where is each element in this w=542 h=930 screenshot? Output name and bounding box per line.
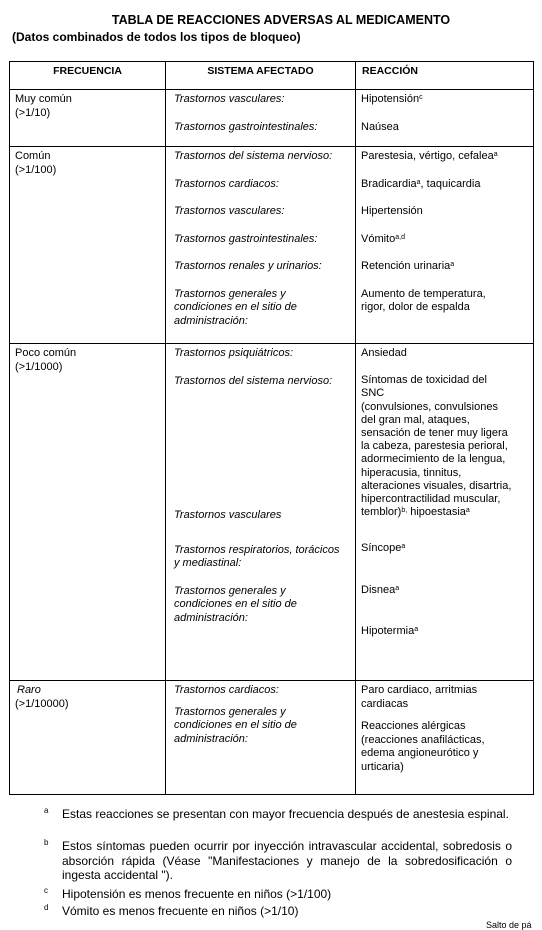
reaction-cell <box>356 344 534 681</box>
system-item: Trastornos respiratorios, torácicos y mediastinal: <box>174 543 340 569</box>
reaction-item: Aumento de temperatura, rigor, dolor de espalda <box>361 287 486 313</box>
system-item: Trastornos gastrointestinales: <box>174 120 318 133</box>
reaction-cell <box>356 147 534 344</box>
reaction-item: Bradicardia$^a$, taquicardia <box>361 177 481 190</box>
reaction-item: Hipotensión$^c$ <box>361 93 423 105</box>
system-item: Trastornos cardiacos: <box>174 177 279 190</box>
reaction-item: Naúsea <box>361 120 399 133</box>
system-item: Trastornos psiquiátricos: <box>174 347 294 359</box>
frequency-range: (>1/10) <box>15 106 51 119</box>
reaction-item: Hipertensión <box>361 205 423 217</box>
header-reaccion: REACCIÓN <box>356 62 534 90</box>
reaction-item: Parestesia, vértigo, cefalea$^a$ <box>361 150 498 162</box>
system-item: Trastornos generales y condiciones en el sitio de administración: <box>174 705 297 745</box>
system-item: Trastornos gastrointestinales: <box>174 232 318 245</box>
system-cell <box>166 344 356 681</box>
frequency-range: (>1/10000) <box>15 697 69 710</box>
adverse-reactions-table <box>9 61 534 795</box>
frequency-cell <box>10 147 166 344</box>
frequency-cell <box>10 344 166 681</box>
frequency-label: Raro <box>17 684 41 696</box>
frequency-cell <box>10 681 166 795</box>
system-item: Trastornos cardiacos: <box>174 684 279 696</box>
system-item: Trastornos generales y condiciones en el sitio de administración: <box>174 584 297 624</box>
reaction-item: Reacciones alérgicas (reacciones anafilácticas, edema angioneurótico y urticaria) <box>361 720 485 773</box>
reaction-cell <box>356 90 534 147</box>
reaction-cell <box>356 681 534 795</box>
reaction-item: Síncope$^a$ <box>361 542 406 555</box>
header-frecuencia: FRECUENCIA <box>10 62 166 90</box>
table-row <box>10 344 534 681</box>
header-sistema: SISTEMA AFECTADO <box>166 62 356 90</box>
reaction-item: Vómito$^{a,d}$ <box>361 232 405 245</box>
document-title: TABLA DE REACCIONES ADVERSAS AL MEDICAMENTO <box>111 13 451 27</box>
system-item: Trastornos renales y urinarios: <box>174 260 322 272</box>
page-break-label: Salto de pá <box>486 920 532 930</box>
frequency-range: (>1/100) <box>15 163 57 176</box>
table-row <box>10 147 534 344</box>
table-row <box>10 90 534 147</box>
reaction-item: Paro cardiaco, arritmias cardiacas <box>361 684 478 710</box>
frequency-label: Poco común <box>15 347 77 359</box>
reaction-item: Síntomas de toxicidad del SNC (convulsiones, convulsiones del gran mal, ataques, sensación de tener muy ligera la cabeza, parestesia perioral, adormecimiento de la lengua, hiperacusia, tinnitus, alteraciones visuales, disartria, hipercontractilidad muscular, temblor)$^{b,}$ hipoestasia$^a$ <box>361 374 512 519</box>
system-cell <box>166 147 356 344</box>
frequency-label: Muy común <box>15 93 72 105</box>
system-cell <box>166 90 356 147</box>
table-header-row <box>10 62 534 90</box>
frequency-range: (>1/1000) <box>15 360 63 373</box>
system-item: Trastornos del sistema nervioso: <box>174 150 333 162</box>
table-row <box>10 681 534 795</box>
document-subtitle: (Datos combinados de todos los tipos de bloqueo) <box>12 30 301 44</box>
system-item: Trastornos vasculares <box>174 509 282 521</box>
system-cell <box>166 681 356 795</box>
system-item: Trastornos vasculares: <box>174 205 285 217</box>
reaction-item: Ansiedad <box>361 347 407 359</box>
reaction-item: Retención urinaria$^a$ <box>361 260 455 272</box>
system-item: Trastornos generales y condiciones en el sitio de administración: <box>174 287 297 327</box>
reaction-item: Disnea$^a$ <box>361 583 400 596</box>
reaction-item: Hipotermia$^a$ <box>361 624 419 637</box>
system-item: Trastornos del sistema nervioso: <box>174 374 333 387</box>
frequency-label: Común <box>15 150 51 162</box>
frequency-cell <box>10 90 166 147</box>
system-item: Trastornos vasculares: <box>174 93 285 105</box>
